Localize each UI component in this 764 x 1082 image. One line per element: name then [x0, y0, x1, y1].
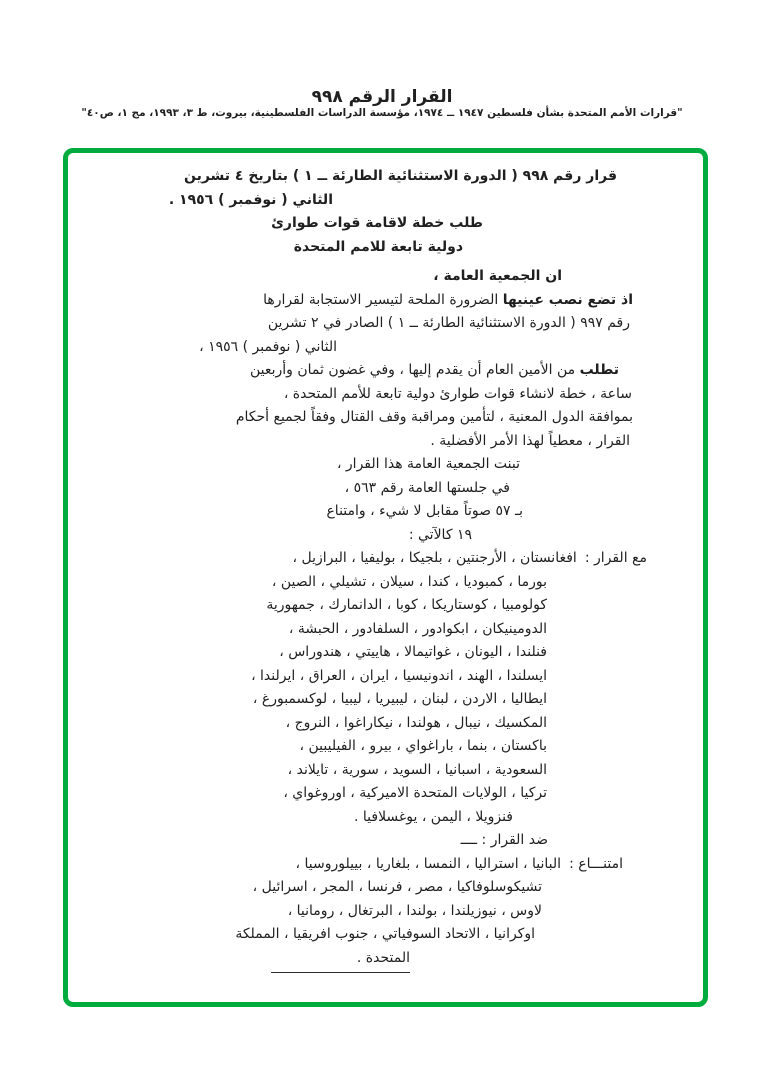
clause1-lead: اذ تضع نصب عينيها	[502, 291, 633, 308]
votes-for-line-12: فنزويلا ، اليمن ، يوغسلافيا .	[354, 808, 513, 825]
abstentions-line-5	[80, 947, 410, 974]
closing-rule: المتحدة .	[271, 947, 410, 974]
votes-for-label: مع القرار :	[584, 550, 647, 566]
clause2-lead: تطلب	[579, 362, 619, 378]
votes-for-line-10: السعودية ، اسبانيا ، السويد ، سورية ، تايلاند ،	[287, 761, 547, 778]
abstentions-label: امتنـــاع :	[569, 855, 623, 872]
adoption-line-2: في جلستها العامة رقم ٥٦٣ ،	[344, 479, 510, 496]
abstentions-line-2: تشيكوسلوفاكيا ، مصر ، فرنسا ، المجر ، اسرائيل ،	[252, 879, 542, 895]
preamble-line: ان الجمعية العامة ،	[433, 268, 562, 284]
subject-line-1: طلب خطة لاقامة قوات طوارئ	[271, 215, 483, 231]
votes-for-line-11: تركيا ، الولايات المتحدة الاميركية ، اوروغواي ،	[283, 785, 547, 801]
page-title: القرار الرقم ٩٩٨	[311, 87, 453, 108]
abstentions-line-3: لاوس ، نيوزيلندا ، بولندا ، البرتغال ، رومانيا ،	[287, 902, 542, 919]
resolution-card	[63, 148, 708, 1007]
clause1-line-2: رقم ٩٩٧ ( الدورة الاستثنائية الطارئة ــ ١ ) الصادر في ٢ تشرين	[267, 315, 630, 331]
votes-for-line-3: كولومبيا ، كوستاريكا ، كوبا ، الدانمارك ، جمهورية	[266, 597, 547, 613]
abstentions-first-countries: البانيا ، استراليا ، النمسا ، بلغاريا ، بييلوروسيا ،	[295, 855, 562, 872]
votes-for-line-9: باكستان ، بنما ، باراغواي ، بيرو ، الفيليبين ،	[299, 738, 547, 754]
clause2-line-2: ساعة ، خطة لانشاء قوات طوارئ دولية تابعة للأمم المتحدة ،	[283, 385, 632, 402]
clause2-line-1	[80, 359, 619, 383]
votes-for-line-6: ايسلندا ، الهند ، اندونيسيا ، ايران ، العراق ، ايرلندا ،	[251, 667, 547, 684]
resolution-text	[68, 153, 703, 995]
clause2-line-3: بموافقة الدول المعنية ، لتأمين ومراقبة وقف القتال وفقاً لجميع أحكام	[235, 409, 633, 425]
votes-for-line-2: بورما ، كمبوديا ، كندا ، سيلان ، تشيلي ، الصين ،	[271, 573, 547, 590]
votes-for-line-7: ايطاليا ، الاردن ، لبنان ، ليبيريا ، ليبيا ، لوكسمبورغ ،	[252, 691, 547, 707]
votes-for-line-1	[80, 547, 647, 571]
heading-line-2: الثاني ( نوفمبر ) ١٩٥٦ .	[168, 191, 333, 208]
votes-for-first-countries: افغانستان ، الأرجنتين ، بلجيكا ، بوليفيا ، البرازيل ،	[292, 550, 577, 566]
clause1-rest: الضرورة الملحة لتيسير الاستجابة لقرارها	[263, 291, 503, 308]
clause1-line-3: الثاني ( نوفمبر ) ١٩٥٦ ،	[199, 338, 337, 355]
clause2-line-4: القرار ، معطياً لهذا الأمر الأفضلية .	[430, 432, 630, 449]
adoption-line-1: تبنت الجمعية العامة هذا القرار ،	[336, 456, 520, 472]
abstentions-line-4: اوكرانيا ، الاتحاد السوفياتي ، جنوب افريقيا ، المملكة	[235, 926, 535, 942]
votes-for-line-4: الدومينيكان ، ابكوادور ، السلفادور ، الحبشة ،	[288, 620, 547, 637]
heading-line-1: قرار رقم ٩٩٨ ( الدورة الاستثنائية الطارئة ــ ١ ) بتاريخ ٤ تشرين	[183, 168, 617, 184]
votes-for-line-8: المكسيك ، نيبال ، هولندا ، نيكاراغوا ، النروج ،	[285, 714, 547, 731]
adoption-line-4: ١٩ كالآتي :	[408, 526, 472, 543]
abstentions-line-1	[80, 853, 623, 877]
citation-line: "قرارات الأمم المتحدة بشأن فلسطين ١٩٤٧ ــ ١٩٧٤، مؤسسة الدراسات الفلسطينية، بيروت، ط ٣، ١٩٩٣، مج ١، ص٤٠"	[81, 107, 683, 119]
votes-for-line-5: فنلندا ، اليونان ، غواتيمالا ، هاييتي ، هندوراس ،	[279, 644, 547, 660]
clause2-rest: من الأمين العام أن يقدم إليها ، وفي غضون ثمان وأربعين	[249, 362, 580, 378]
clause1-line-1	[80, 289, 633, 313]
adoption-line-3: بـ ٥٧ صوتاً مقابل لا شيء ، وامتناع	[326, 503, 523, 519]
subject-line-2: دولية تابعة للامم المتحدة	[293, 238, 463, 255]
votes-against-line: ضد القرار : ــــ	[460, 832, 548, 848]
